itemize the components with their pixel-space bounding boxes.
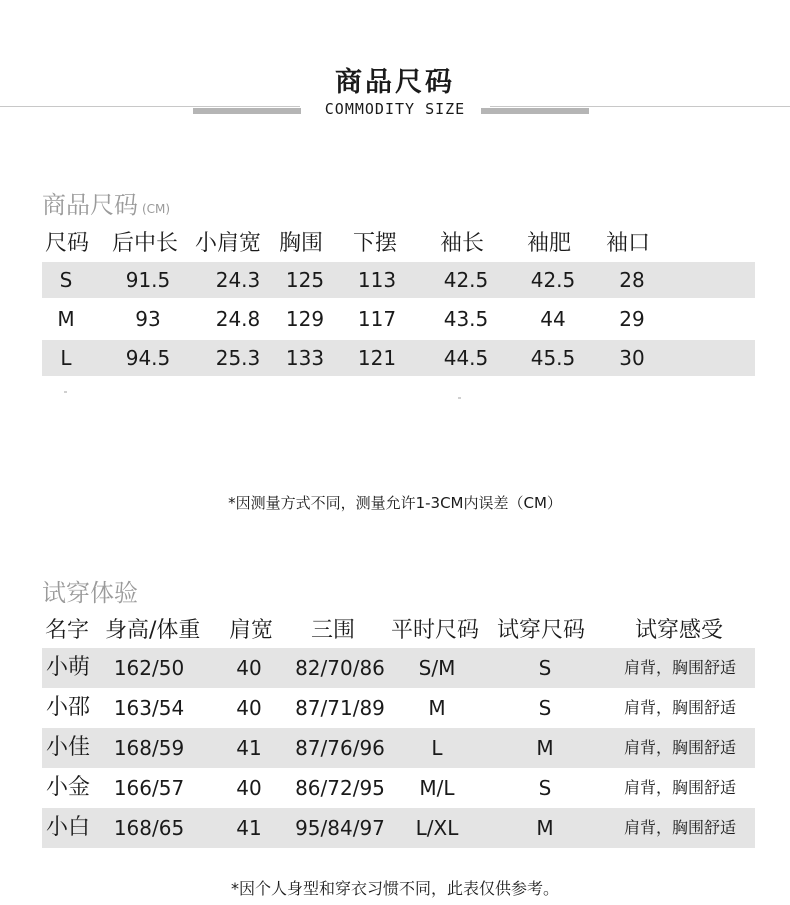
table-cell: 125 bbox=[285, 268, 325, 292]
table-cell: 41 bbox=[236, 736, 262, 760]
table-cell: 162/50 bbox=[113, 656, 185, 680]
size-table-header bbox=[42, 226, 755, 256]
table-cell: M/L bbox=[419, 776, 455, 800]
table-cell: 117 bbox=[357, 307, 397, 331]
table-cell: 87/76/96 bbox=[295, 736, 385, 760]
table-cell: 30 bbox=[619, 346, 645, 370]
table-cell: 小白 bbox=[45, 815, 90, 840]
table-cell: 肩背，胸围舒适 bbox=[623, 698, 736, 717]
size-col-header: 下摆 bbox=[353, 231, 398, 256]
size-section-title bbox=[42, 185, 170, 220]
table-cell: 82/70/86 bbox=[295, 656, 385, 680]
fit-col-header: 身高/体重 bbox=[105, 618, 201, 643]
size-col-header: 尺码 bbox=[45, 231, 90, 256]
size-col-header: 小肩宽 bbox=[195, 231, 262, 256]
size-unit-label: (CM) bbox=[142, 202, 171, 216]
table-row bbox=[42, 808, 755, 848]
fit-table-header bbox=[42, 613, 755, 645]
table-cell: 168/59 bbox=[113, 736, 185, 760]
table-cell: S bbox=[538, 656, 552, 680]
table-cell: 91.5 bbox=[125, 268, 171, 292]
table-cell: 40 bbox=[236, 776, 262, 800]
table-cell: L bbox=[60, 346, 72, 370]
table-cell: S/M bbox=[418, 656, 456, 680]
table-cell: 133 bbox=[285, 346, 325, 370]
size-col-header: 袖肥 bbox=[527, 231, 572, 256]
fit-col-header: 试穿感受 bbox=[635, 618, 724, 643]
table-cell: 43.5 bbox=[443, 307, 489, 331]
size-section-title-text: 商品尺码 bbox=[42, 191, 138, 219]
table-cell: 121 bbox=[357, 346, 397, 370]
table-row bbox=[42, 768, 755, 808]
table-row bbox=[42, 688, 755, 728]
table-cell: 168/65 bbox=[113, 816, 185, 840]
table-cell: M bbox=[536, 816, 554, 840]
size-col-header: 胸围 bbox=[279, 231, 324, 256]
table-cell: 24.8 bbox=[215, 307, 261, 331]
table-cell: 小佳 bbox=[45, 735, 90, 760]
table-cell: S bbox=[538, 696, 552, 720]
table-cell: L/XL bbox=[415, 816, 459, 840]
table-cell: 129 bbox=[285, 307, 325, 331]
table-cell: M bbox=[428, 696, 446, 720]
fit-section-title: 试穿体验 bbox=[42, 579, 138, 607]
table-cell: 113 bbox=[357, 268, 397, 292]
table-cell: L bbox=[431, 736, 443, 760]
fit-note: *因个人身型和穿衣习惯不同，此表仅供参考。 bbox=[230, 879, 559, 898]
artifact-dot bbox=[64, 391, 67, 393]
table-cell: 25.3 bbox=[215, 346, 261, 370]
table-cell: 24.3 bbox=[215, 268, 261, 292]
table-cell: 小邵 bbox=[45, 695, 90, 720]
table-cell: 40 bbox=[236, 656, 262, 680]
table-row bbox=[42, 262, 755, 298]
fit-col-header: 三围 bbox=[311, 618, 356, 643]
artifact-dot bbox=[458, 397, 461, 399]
table-cell: 166/57 bbox=[113, 776, 185, 800]
table-cell: 45.5 bbox=[530, 346, 576, 370]
table-cell: 肩背，胸围舒适 bbox=[623, 738, 736, 757]
table-cell: 40 bbox=[236, 696, 262, 720]
table-cell: 42.5 bbox=[530, 268, 576, 292]
table-cell: 小金 bbox=[45, 775, 90, 800]
table-row bbox=[42, 301, 755, 337]
size-col-header: 袖长 bbox=[440, 231, 485, 256]
table-cell: 94.5 bbox=[125, 346, 171, 370]
table-cell: 肩背，胸围舒适 bbox=[623, 778, 736, 797]
table-cell: 29 bbox=[619, 307, 645, 331]
size-note: *因测量方式不同，测量允许1-3CM内误差（CM） bbox=[228, 494, 562, 512]
table-cell: 肩背，胸围舒适 bbox=[623, 658, 736, 677]
page-subtitle: COMMODITY SIZE bbox=[324, 100, 466, 118]
size-col-header: 后中长 bbox=[112, 231, 179, 256]
fit-col-header: 肩宽 bbox=[229, 618, 274, 643]
table-cell: S bbox=[538, 776, 552, 800]
table-cell: S bbox=[59, 268, 73, 292]
table-cell: M bbox=[536, 736, 554, 760]
table-cell: 小萌 bbox=[45, 655, 90, 680]
table-cell: 95/84/97 bbox=[295, 816, 385, 840]
table-row bbox=[42, 728, 755, 768]
table-cell: M bbox=[57, 307, 75, 331]
table-row bbox=[42, 648, 755, 688]
table-cell: 41 bbox=[236, 816, 262, 840]
table-cell: 肩背，胸围舒适 bbox=[623, 818, 736, 837]
page-title: 商品尺码 bbox=[335, 67, 455, 98]
table-cell: 86/72/95 bbox=[295, 776, 385, 800]
table-cell: 42.5 bbox=[443, 268, 489, 292]
table-cell: 93 bbox=[135, 307, 161, 331]
table-cell: 44 bbox=[540, 307, 566, 331]
table-cell: 87/71/89 bbox=[295, 696, 385, 720]
table-row bbox=[42, 340, 755, 376]
fit-col-header: 试穿尺码 bbox=[497, 618, 586, 643]
fit-col-header: 名字 bbox=[45, 618, 90, 643]
table-cell: 163/54 bbox=[113, 696, 185, 720]
table-cell: 44.5 bbox=[443, 346, 489, 370]
table-cell: 28 bbox=[619, 268, 645, 292]
size-col-header: 袖口 bbox=[606, 231, 651, 256]
fit-col-header: 平时尺码 bbox=[391, 618, 480, 643]
